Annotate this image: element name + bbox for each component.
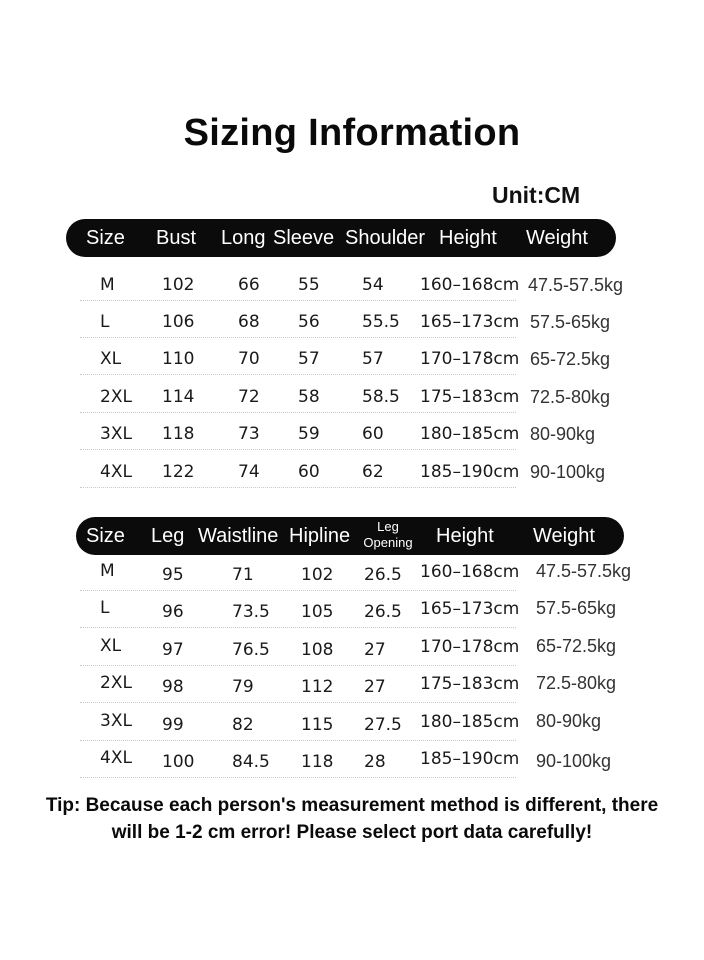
table1-header-bust: Bust bbox=[156, 227, 197, 249]
tip-line-2: will be 1-2 cm error! Please select port data carefully! bbox=[111, 822, 593, 843]
leg-opening-cell: 28 bbox=[364, 752, 386, 772]
leg-opening-cell: 27.5 bbox=[364, 715, 402, 735]
height-cell: 185–190cm bbox=[420, 749, 520, 769]
long-cell: 66 bbox=[238, 275, 260, 295]
table1-header bbox=[66, 219, 616, 257]
hipline-cell: 102 bbox=[301, 565, 334, 585]
height-cell: 185–190cm bbox=[420, 462, 520, 482]
hipline-cell: 118 bbox=[301, 752, 334, 772]
waistline-cell: 84.5 bbox=[232, 752, 270, 772]
bust-cell: 122 bbox=[162, 462, 195, 482]
table1-header-height: Height bbox=[439, 227, 497, 249]
sleeve-cell: 59 bbox=[298, 424, 320, 444]
shoulder-cell: 57 bbox=[362, 349, 384, 369]
bust-cell: 114 bbox=[162, 387, 195, 407]
sleeve-cell: 58 bbox=[298, 387, 320, 407]
size-cell: L bbox=[100, 312, 110, 332]
tip-note bbox=[0, 792, 704, 846]
long-cell: 74 bbox=[238, 462, 260, 482]
weight-cell: 80-90kg bbox=[530, 424, 596, 444]
table2-row bbox=[0, 746, 704, 778]
table2-header-weight: Weight bbox=[533, 525, 595, 547]
table2-row bbox=[0, 596, 704, 628]
hipline-cell: 112 bbox=[301, 677, 334, 697]
table2-header-height: Height bbox=[436, 525, 494, 547]
size-cell: M bbox=[100, 275, 115, 295]
long-cell: 68 bbox=[238, 312, 260, 332]
table2-header-opening: Opening bbox=[363, 535, 413, 550]
shoulder-cell: 60 bbox=[362, 424, 384, 444]
leg-cell: 98 bbox=[162, 677, 184, 697]
hipline-cell: 115 bbox=[301, 715, 334, 735]
table1-header-shoulder: Shoulder bbox=[345, 227, 426, 249]
row-divider bbox=[80, 777, 516, 778]
height-cell: 170–178cm bbox=[420, 349, 520, 369]
size-cell: 3XL bbox=[100, 424, 132, 444]
table2-header bbox=[76, 517, 624, 555]
unit-label: Unit:CM bbox=[492, 182, 581, 208]
size-cell: XL bbox=[100, 636, 122, 656]
weight-cell: 57.5-65kg bbox=[530, 312, 611, 332]
weight-cell: 57.5-65kg bbox=[536, 598, 617, 618]
tip-line-1: Tip: Because each person's measurement method is different, there bbox=[45, 795, 659, 816]
hipline-cell: 108 bbox=[301, 640, 334, 660]
waistline-cell: 71 bbox=[232, 565, 254, 585]
table1-header-long: Long bbox=[221, 227, 266, 249]
size-cell: XL bbox=[100, 349, 122, 369]
leg-cell: 100 bbox=[162, 752, 195, 772]
table2-row bbox=[0, 634, 704, 666]
waistline-cell: 73.5 bbox=[232, 602, 270, 622]
height-cell: 165–173cm bbox=[420, 312, 520, 332]
table1-header-weight: Weight bbox=[526, 227, 588, 249]
waistline-cell: 76.5 bbox=[232, 640, 270, 660]
weight-cell: 72.5-80kg bbox=[530, 387, 611, 407]
table2-row bbox=[0, 671, 704, 703]
sleeve-cell: 57 bbox=[298, 349, 320, 369]
height-cell: 180–185cm bbox=[420, 424, 520, 444]
weight-cell: 65-72.5kg bbox=[530, 349, 611, 369]
table1-header-size: Size bbox=[86, 227, 125, 249]
sleeve-cell: 60 bbox=[298, 462, 320, 482]
height-cell: 175–183cm bbox=[420, 387, 520, 407]
row-divider bbox=[80, 412, 516, 413]
leg-cell: 99 bbox=[162, 715, 184, 735]
row-divider bbox=[80, 740, 516, 741]
sleeve-cell: 56 bbox=[298, 312, 320, 332]
row-divider bbox=[80, 374, 516, 375]
leg-opening-cell: 26.5 bbox=[364, 602, 402, 622]
table1-row bbox=[0, 343, 704, 375]
weight-cell: 65-72.5kg bbox=[536, 636, 617, 656]
height-cell: 180–185cm bbox=[420, 712, 520, 732]
weight-cell: 80-90kg bbox=[536, 711, 602, 731]
bust-cell: 106 bbox=[162, 312, 195, 332]
row-divider bbox=[80, 665, 516, 666]
table2-header-size: Size bbox=[86, 525, 125, 547]
waistline-cell: 79 bbox=[232, 677, 254, 697]
shoulder-cell: 55.5 bbox=[362, 312, 400, 332]
row-divider bbox=[80, 337, 516, 338]
page-title: Sizing Information bbox=[183, 112, 521, 154]
table1-row bbox=[0, 269, 704, 301]
leg-cell: 95 bbox=[162, 565, 184, 585]
row-divider bbox=[80, 449, 516, 450]
table1-row bbox=[0, 418, 704, 450]
row-divider bbox=[80, 590, 516, 591]
size-cell: M bbox=[100, 561, 115, 581]
row-divider bbox=[80, 702, 516, 703]
table1-row bbox=[0, 456, 704, 488]
leg-cell: 96 bbox=[162, 602, 184, 622]
leg-opening-cell: 27 bbox=[364, 640, 386, 660]
leg-opening-cell: 26.5 bbox=[364, 565, 402, 585]
size-cell: 2XL bbox=[100, 673, 132, 693]
weight-cell: 47.5-57.5kg bbox=[536, 561, 632, 581]
weight-cell: 47.5-57.5kg bbox=[528, 275, 624, 295]
shoulder-cell: 62 bbox=[362, 462, 384, 482]
row-divider bbox=[80, 300, 516, 301]
table2-header-leg: Leg bbox=[151, 525, 185, 547]
leg-cell: 97 bbox=[162, 640, 184, 660]
table2-header-leg-top: Leg bbox=[377, 519, 399, 534]
height-cell: 170–178cm bbox=[420, 637, 520, 657]
table1-row bbox=[0, 306, 704, 338]
shoulder-cell: 58.5 bbox=[362, 387, 400, 407]
row-divider bbox=[80, 627, 516, 628]
height-cell: 165–173cm bbox=[420, 599, 520, 619]
bust-cell: 118 bbox=[162, 424, 195, 444]
bust-cell: 110 bbox=[162, 349, 195, 369]
waistline-cell: 82 bbox=[232, 715, 254, 735]
shoulder-cell: 54 bbox=[362, 275, 384, 295]
size-cell: 2XL bbox=[100, 387, 132, 407]
weight-cell: 90-100kg bbox=[536, 751, 612, 771]
height-cell: 175–183cm bbox=[420, 674, 520, 694]
height-cell: 160–168cm bbox=[420, 275, 520, 295]
weight-cell: 90-100kg bbox=[530, 462, 606, 482]
long-cell: 70 bbox=[238, 349, 260, 369]
table1-header-sleeve: Sleeve bbox=[273, 227, 335, 249]
bust-cell: 102 bbox=[162, 275, 195, 295]
size-cell: 4XL bbox=[100, 748, 132, 768]
table2-row bbox=[0, 709, 704, 741]
long-cell: 72 bbox=[238, 387, 260, 407]
weight-cell: 72.5-80kg bbox=[536, 673, 617, 693]
table2-header-hipline: Hipline bbox=[289, 525, 351, 547]
size-cell: L bbox=[100, 598, 110, 618]
height-cell: 160–168cm bbox=[420, 562, 520, 582]
leg-opening-cell: 27 bbox=[364, 677, 386, 697]
size-cell: 4XL bbox=[100, 462, 132, 482]
hipline-cell: 105 bbox=[301, 602, 334, 622]
size-cell: 3XL bbox=[100, 711, 132, 731]
table2-row bbox=[0, 559, 704, 591]
row-divider bbox=[80, 487, 516, 488]
table2-header-waistline: Waistline bbox=[198, 525, 279, 547]
long-cell: 73 bbox=[238, 424, 260, 444]
table1-row bbox=[0, 381, 704, 413]
sleeve-cell: 55 bbox=[298, 275, 320, 295]
